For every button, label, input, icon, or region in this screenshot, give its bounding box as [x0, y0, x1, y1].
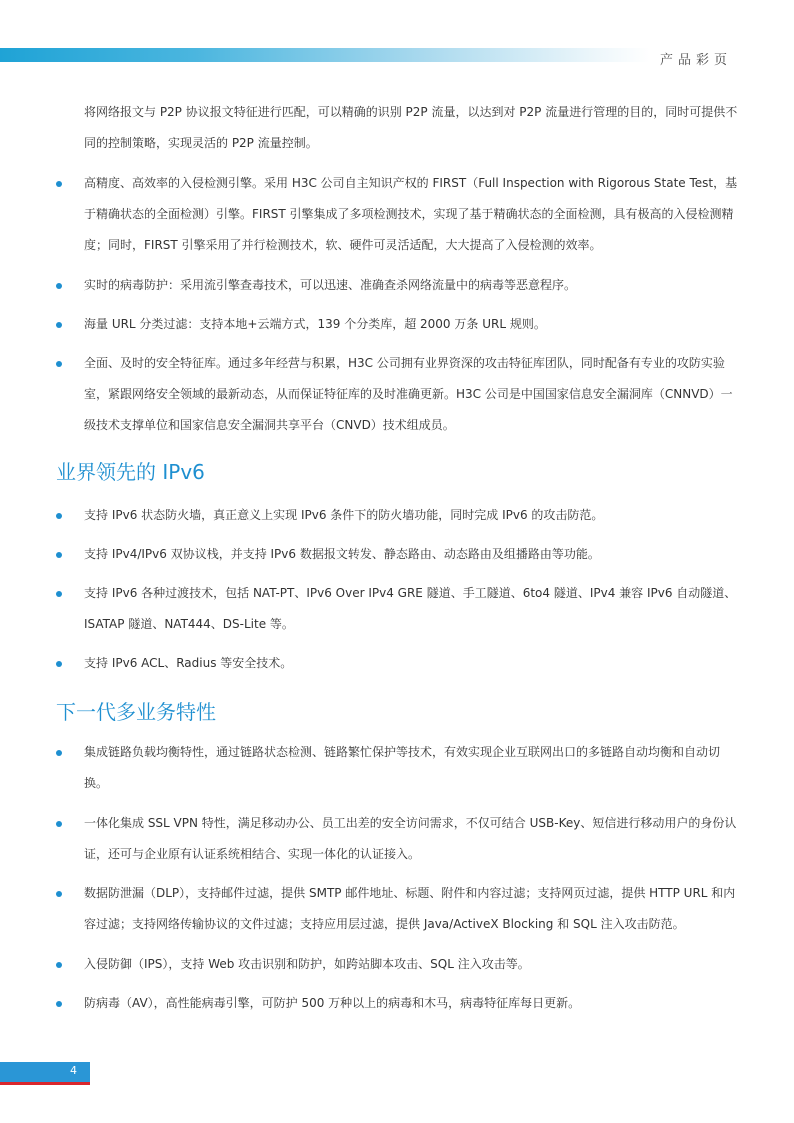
section-title-multiservice: 下一代多业务特性: [56, 700, 216, 724]
list-item: 数据防泄漏（DLP），支持邮件过滤，提供 SMTP 邮件地址、标题、附件和内容过滤；支持网页过滤，提供 HTTP URL 和内容过滤；支持网络传输协议的文件过滤；支持应用层过滤，提供 Java/ActiveX Blocking 和 SQL 注入攻击防范。: [84, 886, 736, 931]
bullet-icon: [56, 661, 62, 667]
bullet-icon: [56, 361, 62, 367]
list-item: 一体化集成 SSL VPN 特性，满足移动办公、员工出差的安全访问需求，不仅可结合 USB-Key、短信进行移动用户的身份认证，还可与企业原有认证系统相结合、实现一体化的认证接入。: [84, 816, 737, 861]
bullet-icon: [56, 750, 62, 756]
bullet-icon: [56, 591, 62, 597]
list-item: 支持 IPv6 状态防火墙，真正意义上实现 IPv6 条件下的防火墙功能，同时完成 IPv6 的攻击防范。: [84, 508, 604, 522]
header-band: [0, 48, 650, 62]
bullet-icon: [56, 322, 62, 328]
list-item: 海量 URL 分类过滤：支持本地+云端方式，139 个分类库，超 2000 万条 URL 规则。: [84, 317, 546, 331]
bullet-icon: [56, 891, 62, 897]
list-item: 高精度、高效率的入侵检测引擎。采用 H3C 公司自主知识产权的 FIRST（Full Inspection with Rigorous State Test，基于精确状态的全面检测）引擎。FIRST 引擎集成了多项检测技术，实现了基于精确状态的全面检测，具有极高的入侵检测精度；同时，FIRST 引擎采用了并行检测技术，软、硬件可灵活适配，大大提高了入侵检测的效率。: [84, 176, 738, 252]
bullet-icon: [56, 552, 62, 558]
header-title: 产品彩页: [660, 53, 733, 68]
footer-red-line: [0, 1082, 90, 1085]
list-item: 集成链路负载均衡特性，通过链路状态检测、链路繁忙保护等技术，有效实现企业互联网出口的多链路自动均衡和自动切换。: [84, 745, 721, 790]
bullet-icon: [56, 821, 62, 827]
bullet-icon: [56, 1001, 62, 1007]
list-item: 入侵防御（IPS），支持 Web 攻击识别和防护，如跨站脚本攻击、SQL 注入攻击等。: [84, 957, 530, 971]
bullet-icon: [56, 513, 62, 519]
list-item: 全面、及时的安全特征库。通过多年经营与积累，H3C 公司拥有业界资深的攻击特征库团队，同时配备有专业的攻防实验室，紧跟网络安全领域的最新动态，从而保证特征库的及时准确更新。H3C 公司是中国国家信息安全漏洞库（CNNVD）一级技术支撑单位和国家信息安全漏洞共享平台（CNVD）技术组成员。: [84, 356, 733, 432]
bullet-icon: [56, 181, 62, 187]
bullet-icon: [56, 962, 62, 968]
list-item: 支持 IPv6 ACL、Radius 等安全技术。: [84, 656, 293, 670]
list-item: 防病毒（AV），高性能病毒引擎，可防护 500 万种以上的病毒和木马，病毒特征库每日更新。: [84, 996, 581, 1010]
bullet-icon: [56, 283, 62, 289]
list-item: 支持 IPv4/IPv6 双协议栈，并支持 IPv6 数据报文转发、静态路由、动态路由及组播路由等功能。: [84, 547, 600, 561]
list-item: 实时的病毒防护：采用流引擎查毒技术，可以迅速、准确查杀网络流量中的病毒等恶意程序。: [84, 278, 577, 292]
section-title-ipv6: 业界领先的 IPv6: [56, 460, 205, 484]
intro-paragraph: 将网络报文与 P2P 协议报文特征进行匹配，可以精确的识别 P2P 流量，以达到对 P2P 流量进行管理的目的，同时可提供不同的控制策略，实现灵活的 P2P 流量控制。: [84, 105, 738, 150]
page-number: 4: [70, 1064, 77, 1077]
list-item: 支持 IPv6 各种过渡技术，包括 NAT-PT、IPv6 Over IPv4 GRE 隧道、手工隧道、6to4 隧道、IPv4 兼容 IPv6 自动隧道、ISATAP 隧道、NAT444、DS-Lite 等。: [84, 586, 737, 631]
